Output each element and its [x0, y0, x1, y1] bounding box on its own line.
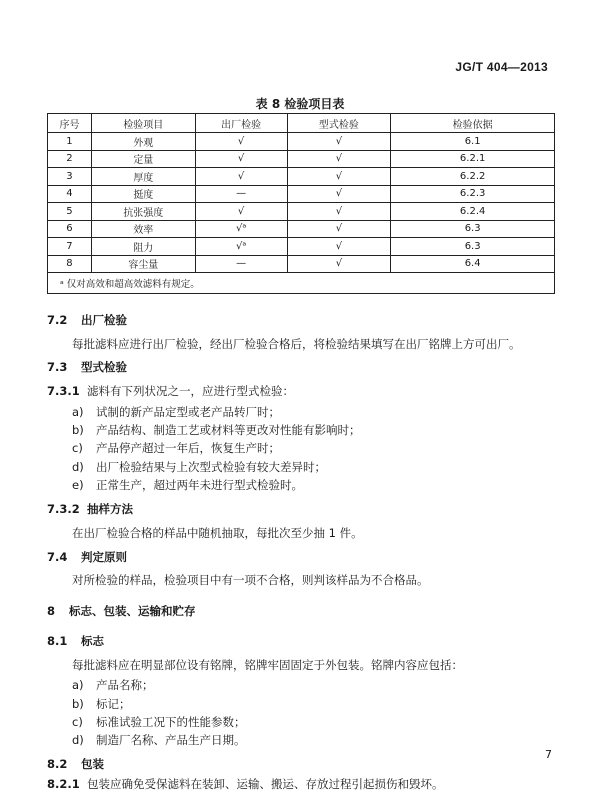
list-marker: a) [72, 405, 84, 419]
table-header-row [48, 114, 555, 133]
section-title: 出厂检验 [81, 313, 127, 327]
cell-factory: — [195, 185, 287, 203]
section-number: 8 [47, 604, 56, 618]
table-row [48, 168, 555, 186]
section-8-1-heading [47, 633, 104, 649]
section-title: 型式检验 [81, 360, 127, 374]
cell-factory: √ᵃ [195, 238, 287, 256]
col-header-factory-inspection: 出厂检验 [195, 114, 287, 133]
table-row [48, 238, 555, 256]
list-marker: c) [72, 715, 83, 729]
section-number: 7.2 [47, 313, 68, 327]
cell-item: 效率 [91, 220, 195, 238]
table-row [48, 133, 555, 151]
cell-basis: 6.3 [391, 220, 555, 238]
table-row [48, 150, 555, 168]
list-item [72, 677, 154, 693]
list-item [72, 440, 280, 456]
section-title: 判定原则 [81, 550, 127, 564]
table-row [48, 203, 555, 221]
section-7-3-heading [47, 359, 127, 375]
table-row [48, 220, 555, 238]
section-title: 包装 [81, 757, 104, 771]
cell-item: 定量 [91, 150, 195, 168]
section-title: 标志 [81, 634, 104, 648]
cell-factory: √ᵃ [195, 220, 287, 238]
list-marker: a) [72, 678, 84, 692]
cell-factory: √ [195, 133, 287, 151]
list-item [72, 696, 131, 712]
section-number: 7.3 [47, 360, 68, 374]
cell-index: 8 [48, 255, 92, 273]
list-item [72, 732, 246, 748]
cell-index: 5 [48, 203, 92, 221]
list-marker: c) [72, 441, 83, 455]
section-7-4-body: 对所检验的样品，检验项目中有一项不合格，则判该样品为不合格品。 [72, 573, 429, 587]
cell-index: 1 [48, 133, 92, 151]
list-text: 标记； [96, 697, 131, 711]
cell-index: 7 [48, 238, 92, 256]
cell-item: 抗张强度 [91, 203, 195, 221]
list-marker: b) [72, 423, 84, 437]
list-marker: b) [72, 697, 84, 711]
cell-item: 厚度 [91, 168, 195, 186]
chapter-8-heading [47, 603, 196, 619]
cell-index: 4 [48, 185, 92, 203]
list-text: 试制的新产品定型或老产品转厂时； [96, 405, 280, 419]
section-title: 标志、包装、运输和贮存 [69, 604, 196, 618]
table-row [48, 185, 555, 203]
standard-code: JG/T 404—2013 [455, 60, 548, 74]
section-8-2-1 [47, 776, 444, 792]
cell-basis: 6.2.4 [391, 203, 555, 221]
list-marker: d) [72, 733, 84, 747]
list-text: 产品名称； [96, 678, 154, 692]
cell-type: √ [287, 133, 391, 151]
list-item [72, 404, 280, 420]
section-7-4-heading [47, 549, 127, 565]
cell-item: 挺度 [91, 185, 195, 203]
cell-basis: 6.1 [391, 133, 555, 151]
list-item [72, 477, 303, 493]
table-note-row [48, 273, 555, 294]
list-item [72, 459, 326, 475]
section-7-2-body: 每批滤料应进行出厂检验，经出厂检验合格后，将检验结果填写在出厂铭牌上方可出厂。 [72, 337, 521, 351]
section-text: 包装应确免受保滤料在装卸、运输、搬运、存放过程引起损伤和毁坏。 [87, 777, 444, 791]
table-row [48, 255, 555, 273]
list-marker: d) [72, 460, 84, 474]
cell-index: 2 [48, 150, 92, 168]
section-8-1-intro: 每批滤料应在明显部位设有铭牌，铭牌牢固固定于外包装。铭牌内容应包括： [72, 658, 463, 672]
cell-factory: — [195, 255, 287, 273]
cell-type: √ [287, 185, 391, 203]
section-7-3-2-body: 在出厂检验合格的样品中随机抽取，每批次至少抽 1 件。 [72, 526, 363, 540]
cell-factory: √ [195, 203, 287, 221]
section-title: 抽样方法 [87, 502, 133, 516]
section-text: 滤料有下列状况之一，应进行型式检验： [87, 384, 294, 398]
cell-factory: √ [195, 168, 287, 186]
section-7-3-2-heading [47, 501, 133, 517]
cell-type: √ [287, 203, 391, 221]
cell-item: 容尘量 [91, 255, 195, 273]
col-header-type-inspection: 型式检验 [287, 114, 391, 133]
cell-item: 阻力 [91, 238, 195, 256]
list-text: 正常生产，超过两年未进行型式检验时。 [96, 478, 303, 492]
cell-type: √ [287, 168, 391, 186]
cell-basis: 6.2.1 [391, 150, 555, 168]
list-item [72, 422, 361, 438]
section-number: 7.4 [47, 550, 68, 564]
list-text: 产品停产超过一年后，恢复生产时； [96, 441, 280, 455]
section-number: 7.3.2 [47, 502, 80, 516]
page-number: 7 [545, 748, 552, 761]
inspection-items-table [47, 113, 555, 294]
cell-item: 外观 [91, 133, 195, 151]
table-title: 表 8 检验项目表 [255, 97, 345, 111]
col-header-basis: 检验依据 [391, 114, 555, 133]
col-header-item: 检验项目 [91, 114, 195, 133]
cell-basis: 6.2.2 [391, 168, 555, 186]
cell-index: 6 [48, 220, 92, 238]
list-text: 产品结构、制造工艺或材料等更改对性能有影响时； [96, 423, 361, 437]
cell-basis: 6.2.3 [391, 185, 555, 203]
cell-type: √ [287, 238, 391, 256]
table-footnote: ᵃ 仅对高效和超高效滤料有规定。 [48, 273, 555, 294]
section-7-3-1-intro [47, 383, 294, 399]
section-number: 8.2.1 [47, 777, 80, 791]
cell-index: 3 [48, 168, 92, 186]
cell-type: √ [287, 255, 391, 273]
col-header-index: 序号 [48, 114, 92, 133]
cell-basis: 6.4 [391, 255, 555, 273]
cell-factory: √ [195, 150, 287, 168]
list-item [72, 714, 246, 730]
section-number: 8.1 [47, 634, 68, 648]
cell-type: √ [287, 220, 391, 238]
section-number: 7.3.1 [47, 384, 80, 398]
list-text: 标准试验工况下的性能参数； [96, 715, 246, 729]
list-text: 制造厂名称、产品生产日期。 [96, 733, 246, 747]
cell-type: √ [287, 150, 391, 168]
section-number: 8.2 [47, 757, 68, 771]
section-7-2-heading [47, 312, 127, 328]
list-text: 出厂检验结果与上次型式检验有较大差异时； [96, 460, 326, 474]
cell-basis: 6.3 [391, 238, 555, 256]
section-8-2-heading [47, 756, 104, 772]
list-marker: e) [72, 478, 84, 492]
